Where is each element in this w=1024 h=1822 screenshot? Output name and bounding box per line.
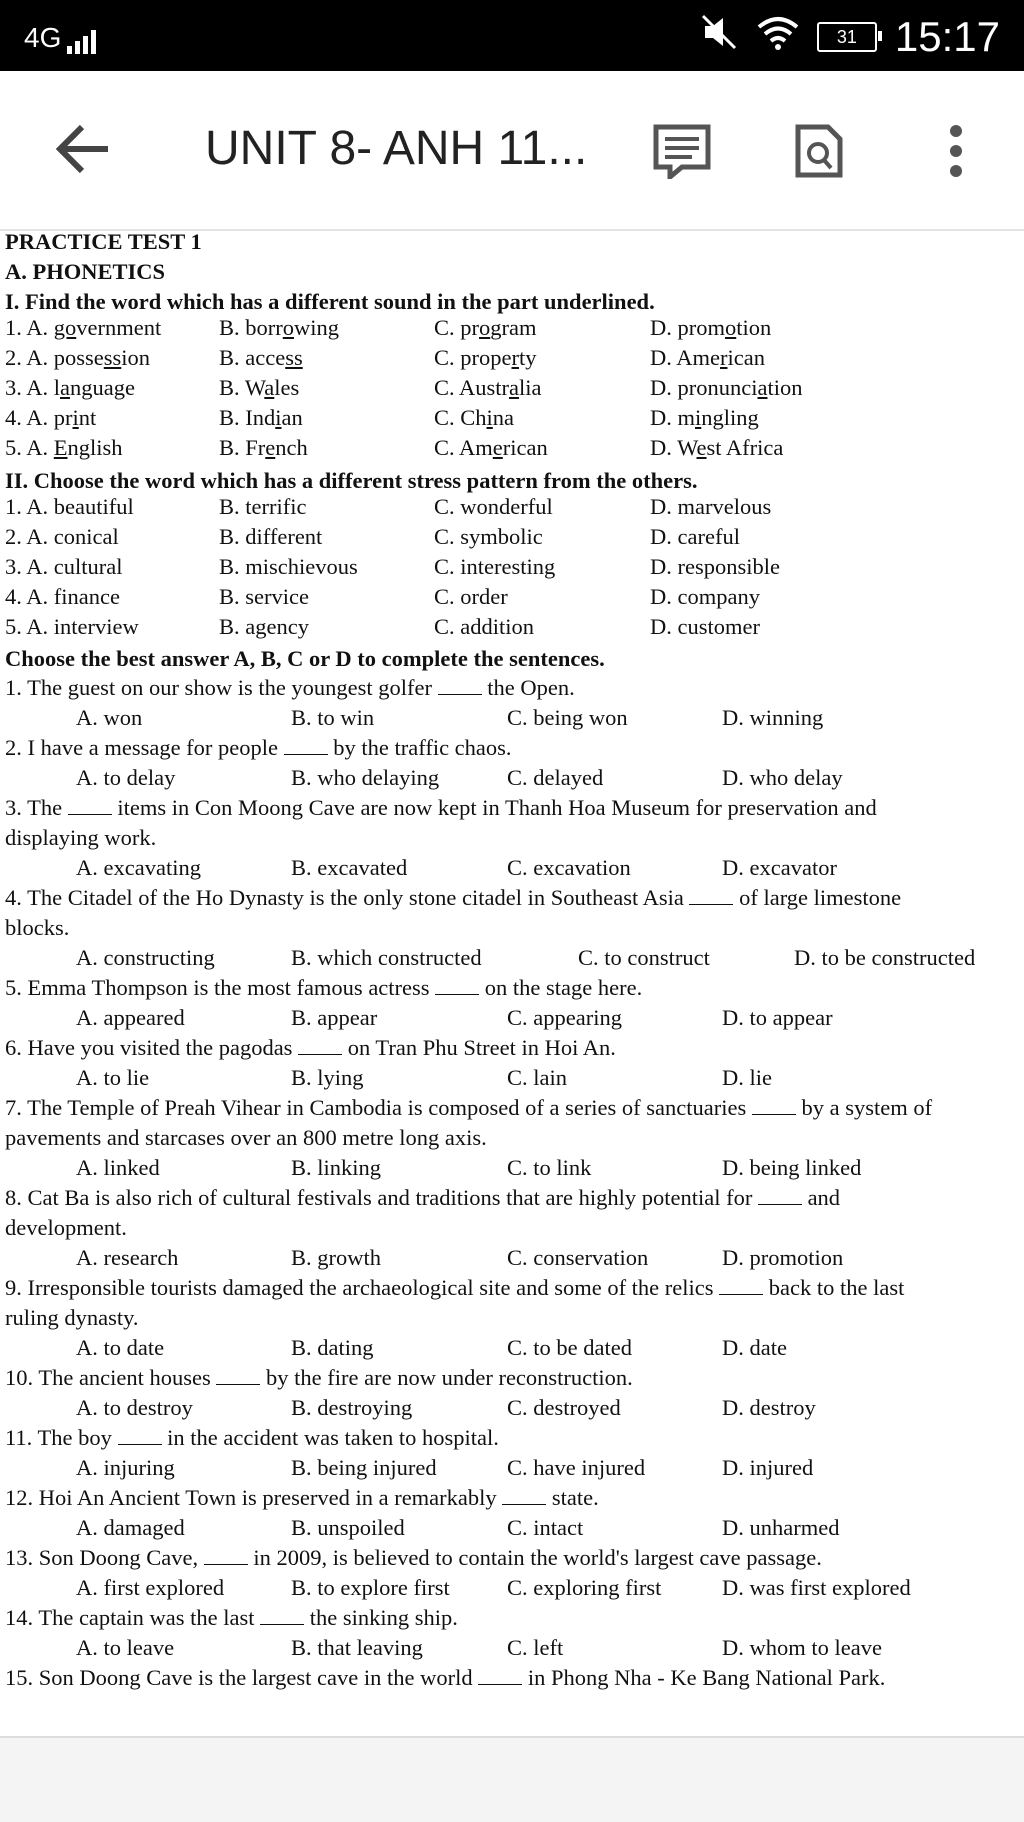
- answer-option: C. to be dated: [507, 1335, 632, 1360]
- question-continuation: development.: [5, 1215, 127, 1240]
- question-15: 15. Son Doong Cave is the largest cave in the world in Phong Nha - Ke Bang National Park.: [5, 1665, 886, 1690]
- answer-option: C. being won: [507, 705, 628, 730]
- answer-blank: [719, 1278, 763, 1295]
- question-10: 10. The ancient houses by the fire are now under reconstruction.: [5, 1365, 633, 1390]
- answer-option: D. being linked: [722, 1155, 862, 1180]
- answer-option: C. intact: [507, 1515, 584, 1540]
- stress-option: C. addition: [434, 614, 534, 639]
- question-11: 11. The boy in the accident was taken to hospital.: [5, 1425, 499, 1450]
- part-three-instruction: Choose the best answer A, B, C or D to complete the sentences.: [5, 646, 605, 671]
- answer-option: A. excavating: [76, 855, 201, 880]
- phonetics-option: 3. A. language: [5, 375, 135, 400]
- answer-option: A. to lie: [76, 1065, 150, 1090]
- part-two-instruction: II. Choose the word which has a different stress pattern from the others.: [5, 468, 698, 493]
- answer-option: D. excavator: [722, 855, 837, 880]
- answer-option: A. constructing: [76, 945, 215, 970]
- mute-icon: [699, 12, 739, 62]
- stress-option: D. careful: [650, 524, 740, 549]
- comments-icon[interactable]: [652, 123, 712, 179]
- question-13: 13. Son Doong Cave, in 2009, is believed to contain the world's largest cave passage.: [5, 1545, 822, 1570]
- document-title: UNIT 8- ANH 11...: [205, 122, 588, 175]
- answer-option: B. appear: [291, 1005, 378, 1030]
- wifi-icon: [757, 13, 799, 61]
- answer-option: C. have injured: [507, 1455, 646, 1480]
- part-one-instruction: I. Find the word which has a different sound in the part underlined.: [5, 289, 655, 314]
- answer-blank: [435, 978, 479, 995]
- question-14: 14. The captain was the last the sinking ship.: [5, 1605, 458, 1630]
- answer-blank: [216, 1368, 260, 1385]
- answer-option: D. unharmed: [722, 1515, 840, 1540]
- answer-option: D. to appear: [722, 1005, 833, 1030]
- answer-option: D. whom to leave: [722, 1635, 882, 1660]
- answer-option: C. lain: [507, 1065, 567, 1090]
- answer-option: A. damaged: [76, 1515, 185, 1540]
- answer-option: C. to link: [507, 1155, 592, 1180]
- stress-option: C. order: [434, 584, 508, 609]
- answer-option: C. conservation: [507, 1245, 649, 1270]
- answer-option: A. to destroy: [76, 1395, 193, 1420]
- answer-option: B. growth: [291, 1245, 381, 1270]
- app-bar: [0, 71, 1024, 231]
- answer-option: B. who delaying: [291, 765, 440, 790]
- answer-option: D. destroy: [722, 1395, 816, 1420]
- answer-option: D. date: [722, 1335, 787, 1360]
- battery-level: 31: [836, 26, 857, 47]
- question-continuation: displaying work.: [5, 825, 157, 850]
- answer-blank: [260, 1608, 304, 1625]
- question-3: 3. The items in Con Moong Cave are now kept in Thanh Hoa Museum for preservation and: [5, 795, 877, 820]
- question-7: 7. The Temple of Preah Vihear in Cambodia is composed of a series of sanctuaries by a system of: [5, 1095, 933, 1120]
- more-options-icon[interactable]: [948, 123, 964, 179]
- answer-blank: [284, 738, 328, 755]
- answer-option: B. excavated: [291, 855, 408, 880]
- answer-option: A. to date: [76, 1335, 165, 1360]
- clock: 15:17: [894, 13, 1000, 60]
- question-4: 4. The Citadel of the Ho Dynasty is the only stone citadel in Southeast Asia of large limestone: [5, 885, 902, 910]
- question-continuation: blocks.: [5, 915, 70, 940]
- answer-option: C. delayed: [507, 765, 604, 790]
- phonetics-option: D. pronunciation: [650, 375, 803, 400]
- question-6: 6. Have you visited the pagodas on Tran Phu Street in Hoi An.: [5, 1035, 616, 1060]
- phonetics-option: D. promotion: [650, 315, 772, 340]
- answer-option: B. being injured: [291, 1455, 437, 1480]
- stress-option: B. different: [219, 524, 323, 549]
- answer-blank: [689, 888, 733, 905]
- answer-option: D. winning: [722, 705, 824, 730]
- answer-option: A. appeared: [76, 1005, 185, 1030]
- stress-option: D. responsible: [650, 554, 780, 579]
- answer-option: B. unspoiled: [291, 1515, 405, 1540]
- question-1: 1. The guest on our show is the youngest golfer the Open.: [5, 675, 575, 700]
- answer-blank: [118, 1428, 162, 1445]
- signal-bars-icon: [67, 30, 96, 54]
- answer-option: B. to win: [291, 705, 375, 730]
- answer-option: A. research: [76, 1245, 179, 1270]
- answer-option: B. that leaving: [291, 1635, 423, 1660]
- question-9: 9. Irresponsible tourists damaged the archaeological site and some of the relics back to the last: [5, 1275, 905, 1300]
- search-document-icon[interactable]: [794, 123, 844, 179]
- stress-option: D. marvelous: [650, 494, 772, 519]
- phonetics-option: B. borrowing: [219, 315, 339, 340]
- answer-blank: [478, 1668, 522, 1685]
- test-heading: PRACTICE TEST 1: [5, 229, 202, 254]
- signal-indicator: [24, 22, 96, 54]
- answer-option: C. to construct: [578, 945, 710, 970]
- answer-option: B. linking: [291, 1155, 382, 1180]
- stress-option: B. service: [219, 584, 309, 609]
- answer-blank: [502, 1488, 546, 1505]
- phonetics-option: D. West Africa: [650, 435, 784, 460]
- phonetics-option: C. Australia: [434, 375, 542, 400]
- answer-blank: [752, 1098, 796, 1115]
- answer-blank: [758, 1188, 802, 1205]
- answer-blank: [68, 798, 112, 815]
- answer-blank: [438, 678, 482, 695]
- answer-option: A. linked: [76, 1155, 160, 1180]
- answer-option: B. dating: [291, 1335, 374, 1360]
- stress-option: D. company: [650, 584, 760, 609]
- stress-option: 2. A. conical: [5, 524, 119, 549]
- phonetics-option: B. access: [219, 345, 303, 370]
- question-continuation: ruling dynasty.: [5, 1305, 139, 1330]
- answer-option: B. destroying: [291, 1395, 413, 1420]
- answer-option: D. to be constructed: [794, 945, 976, 970]
- answer-option: A. injuring: [76, 1455, 175, 1480]
- answer-option: D. was first explored: [722, 1575, 911, 1600]
- answer-option: A. won: [76, 705, 143, 730]
- network-type: 4G: [24, 22, 62, 53]
- answer-blank: [298, 1038, 342, 1055]
- phonetics-option: D. mingling: [650, 405, 759, 430]
- phonetics-option: B. Indian: [219, 405, 303, 430]
- phonetics-option: C. property: [434, 345, 537, 370]
- question-5: 5. Emma Thompson is the most famous actress on the stage here.: [5, 975, 643, 1000]
- stress-option: B. mischievous: [219, 554, 358, 579]
- answer-option: A. to leave: [76, 1635, 175, 1660]
- stress-option: B. agency: [219, 614, 309, 639]
- stress-option: 3. A. cultural: [5, 554, 123, 579]
- answer-option: C. left: [507, 1635, 564, 1660]
- answer-option: D. injured: [722, 1455, 814, 1480]
- stress-option: 5. A. interview: [5, 614, 139, 639]
- stress-option: 1. A. beautiful: [5, 494, 134, 519]
- answer-option: B. lying: [291, 1065, 364, 1090]
- answer-option: A. first explored: [76, 1575, 225, 1600]
- question-continuation: pavements and starcases over an 800 metre long axis.: [5, 1125, 487, 1150]
- phonetics-option: 4. A. print: [5, 405, 97, 430]
- phonetics-option: D. American: [650, 345, 765, 370]
- answer-option: C. appearing: [507, 1005, 622, 1030]
- question-8: 8. Cat Ba is also rich of cultural festivals and traditions that are highly potential for and: [5, 1185, 841, 1210]
- answer-option: D. lie: [722, 1065, 772, 1090]
- page-footer: [0, 1736, 1024, 1822]
- answer-blank: [204, 1548, 248, 1565]
- stress-option: C. symbolic: [434, 524, 543, 549]
- answer-option: C. destroyed: [507, 1395, 621, 1420]
- answer-option: B. to explore first: [291, 1575, 450, 1600]
- answer-option: C. exploring first: [507, 1575, 662, 1600]
- stress-option: B. terrific: [219, 494, 307, 519]
- document-page: [0, 229, 1024, 1734]
- question-12: 12. Hoi An Ancient Town is preserved in a remarkably state.: [5, 1485, 599, 1510]
- phonetics-option: B. Wales: [219, 375, 300, 400]
- stress-option: D. customer: [650, 614, 760, 639]
- answer-option: A. to delay: [76, 765, 176, 790]
- battery-icon: [817, 22, 877, 52]
- phonetics-option: 5. A. English: [5, 435, 123, 460]
- stress-option: C. interesting: [434, 554, 556, 579]
- status-bar: [0, 0, 1024, 71]
- question-2: 2. I have a message for people by the traffic chaos.: [5, 735, 512, 760]
- back-arrow-icon[interactable]: [54, 123, 110, 175]
- phonetics-option: C. American: [434, 435, 548, 460]
- stress-option: 4. A. finance: [5, 584, 120, 609]
- answer-option: B. which constructed: [291, 945, 482, 970]
- answer-option: C. excavation: [507, 855, 631, 880]
- phonetics-option: 1. A. government: [5, 315, 162, 340]
- phonetics-option: 2. A. possession: [5, 345, 151, 370]
- section-phonetics: A. PHONETICS: [5, 259, 166, 284]
- answer-option: D. promotion: [722, 1245, 844, 1270]
- answer-option: D. who delay: [722, 765, 843, 790]
- phonetics-option: C. program: [434, 315, 537, 340]
- stress-option: C. wonderful: [434, 494, 553, 519]
- phonetics-option: B. French: [219, 435, 308, 460]
- phonetics-option: C. China: [434, 405, 515, 430]
